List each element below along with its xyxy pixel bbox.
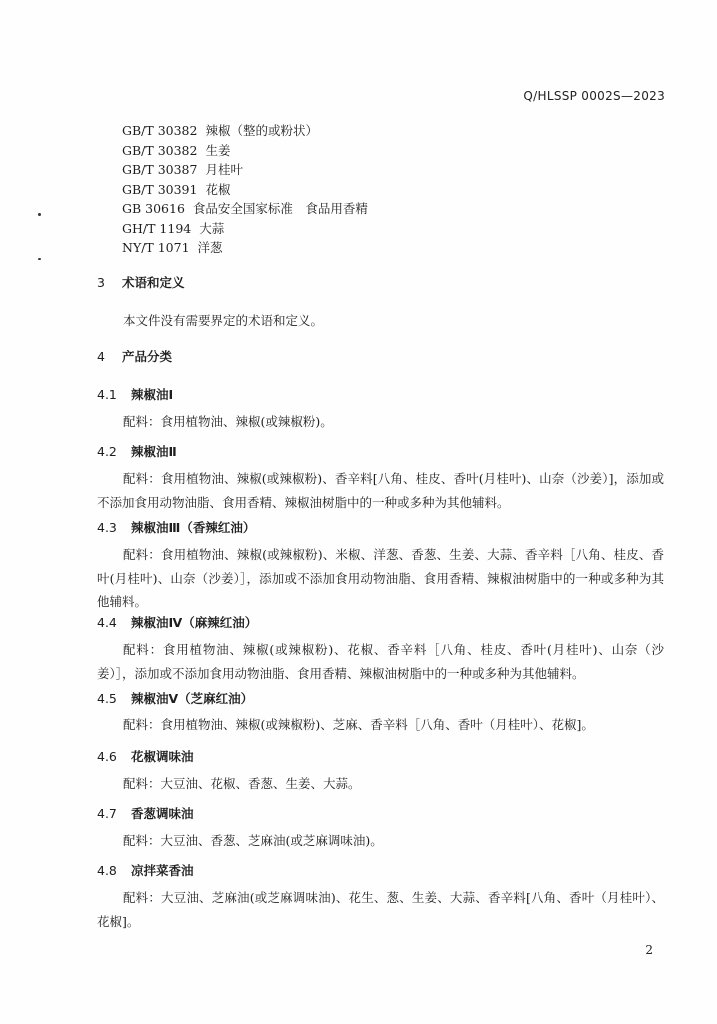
subsection-title: 辣椒油Ⅰ bbox=[131, 387, 174, 402]
subsection-heading-4-6 bbox=[97, 747, 194, 765]
subsection-heading-4-8 bbox=[97, 861, 194, 879]
reference-item bbox=[122, 238, 368, 258]
subsection-text: 配料：食用植物油、辣椒(或辣椒粉)。 bbox=[123, 414, 333, 429]
reference-title: 花椒 bbox=[205, 181, 231, 197]
subsection-heading-4-1 bbox=[97, 385, 173, 403]
subsection-heading-4-2 bbox=[97, 442, 177, 460]
subsection-text: 配料：大豆油、香葱、芝麻油(或芝麻调味油)。 bbox=[123, 833, 383, 848]
subsection-number: 4.3 bbox=[97, 520, 117, 535]
scan-speck bbox=[38, 213, 41, 216]
reference-list bbox=[122, 121, 368, 258]
subsection-text: 配料：食用植物油、辣椒(或辣椒粉)、芝麻、香辛料［八角、香叶（月桂叶）、花椒]。 bbox=[123, 717, 594, 732]
subsection-title: 辣椒油Ⅲ（香辣红油） bbox=[131, 520, 256, 535]
reference-title: 月桂叶 bbox=[205, 162, 243, 177]
scan-speck bbox=[38, 258, 41, 260]
subsection-text: 配料：食用植物油、辣椒(或辣椒粉)、香辛料[八角、桂皮、香叶(月桂叶)、山奈（沙姜）]，添加或不添加食用动物油脂、食用香精、辣椒油树脂中的一种或多种为其他辅料。 bbox=[97, 471, 664, 510]
reference-item bbox=[122, 180, 368, 200]
subsection-heading-4-4 bbox=[97, 613, 257, 631]
section-heading-3 bbox=[97, 273, 185, 291]
section-number: 3 bbox=[97, 275, 105, 290]
reference-item bbox=[122, 199, 368, 219]
reference-title: 洋葱 bbox=[197, 240, 223, 255]
subsection-heading-4-7 bbox=[97, 804, 194, 822]
reference-title: 生姜 bbox=[205, 142, 231, 158]
subsection-title: 凉拌菜香油 bbox=[131, 863, 194, 878]
reference-item bbox=[122, 121, 368, 141]
subsection-title: 香葱调味油 bbox=[131, 806, 194, 821]
subsection-text: 配料：食用植物油、辣椒(或辣椒粉)、米椒、洋葱、香葱、生姜、大蒜、香辛料［八角、桂皮、香叶(月桂叶)、山奈（沙姜）］，添加或不添加食用动物油脂、食用香精、辣椒油树脂中的一种或多种为其他辅料。 bbox=[97, 547, 664, 609]
subsection-title: 辣椒油Ⅳ（麻辣红油） bbox=[131, 615, 258, 630]
document-code: Q/HLSSP 0002S—2023 bbox=[523, 89, 665, 103]
section-heading-4 bbox=[97, 347, 172, 365]
subsection-number: 4.4 bbox=[97, 615, 117, 630]
subsection-heading-4-5 bbox=[97, 689, 253, 707]
subsection-title: 花椒调味油 bbox=[131, 749, 194, 764]
reference-code: NY/T 1071 bbox=[122, 240, 190, 255]
reference-code: GB/T 30382 bbox=[122, 123, 198, 138]
subsection-text: 配料：食用植物油、辣椒(或辣椒粉)、花椒、香辛料［八角、桂皮、香叶(月桂叶)、山奈（沙姜）］，添加或不添加食用动物油脂、食用香精、辣椒油树脂中的一种或多种为其他辅料。 bbox=[97, 642, 664, 681]
section-3-text: 本文件没有需要界定的术语和定义。 bbox=[123, 313, 324, 328]
subsection-number: 4.7 bbox=[97, 806, 117, 821]
subsection-number: 4.1 bbox=[97, 387, 117, 402]
reference-code: GB 30616 bbox=[122, 201, 185, 216]
reference-code: GB/T 30387 bbox=[122, 162, 198, 177]
section-title: 产品分类 bbox=[122, 349, 173, 364]
subsection-number: 4.6 bbox=[97, 749, 117, 764]
subsection-title: 辣椒油Ⅴ（芝麻红油） bbox=[131, 691, 254, 706]
reference-title: 食品安全国家标准 食品用香精 bbox=[192, 201, 368, 216]
reference-code: GB/T 30391 bbox=[122, 181, 198, 197]
subsection-title: 辣椒油Ⅱ bbox=[131, 444, 177, 459]
section-title: 术语和定义 bbox=[122, 275, 185, 290]
subsection-text: 配料：大豆油、芝麻油(或芝麻调味油)、花生、葱、生姜、大蒜、香辛料[八角、香叶（月桂叶）、花椒]。 bbox=[97, 890, 664, 929]
subsection-text: 配料：大豆油、花椒、香葱、生姜、大蒜。 bbox=[123, 776, 361, 791]
reference-code: GB/T 30382 bbox=[122, 142, 198, 158]
reference-item bbox=[122, 160, 368, 180]
subsection-heading-4-3 bbox=[97, 518, 255, 536]
subsection-number: 4.2 bbox=[97, 444, 117, 459]
reference-item bbox=[122, 141, 368, 161]
section-number: 4 bbox=[97, 349, 105, 364]
reference-title: 大蒜 bbox=[199, 220, 225, 236]
page-number: 2 bbox=[645, 943, 653, 957]
reference-item bbox=[122, 219, 368, 239]
subsection-number: 4.8 bbox=[97, 863, 117, 878]
subsection-number: 4.5 bbox=[97, 691, 117, 706]
reference-code: GH/T 1194 bbox=[122, 220, 192, 236]
reference-title: 辣椒（整的或粉状） bbox=[205, 123, 318, 138]
